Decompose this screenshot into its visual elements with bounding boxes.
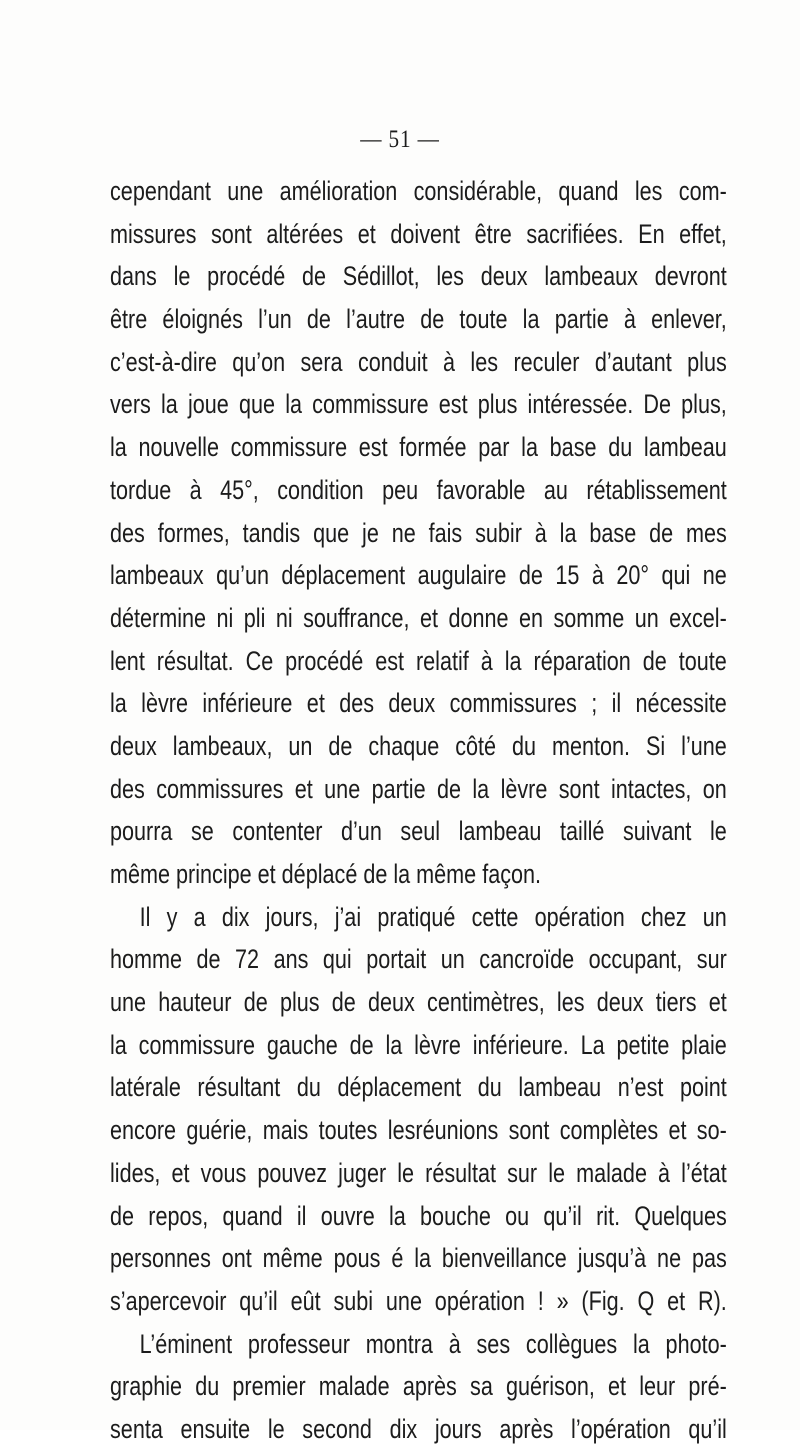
text-line: graphie du premier malade après sa guérison, et leur pré- <box>110 1371 727 1402</box>
text-line: missures sont altérées et doivent être sacrifiées. En effet, <box>110 218 727 249</box>
body-text <box>110 170 727 1451</box>
text-line: dans le procédé de Sédillot, les deux lambeaux devront <box>110 261 727 292</box>
text-line: lent résultat. Ce procédé est relatif à la réparation de toute <box>110 645 727 676</box>
paragraph-end-line: s’apercevoir qu’il eût subi une opération ! » (Fig. Q et R). <box>110 1285 727 1316</box>
text-line: détermine ni pli ni souffrance, et donne en somme un excel- <box>110 602 727 633</box>
text-line: la commissure gauche de la lèvre inférieure. La petite plaie <box>110 1029 727 1060</box>
text-line: être éloignés l’un de l’autre de toute la partie à enlever, <box>110 304 727 335</box>
paragraph-start-line: L’éminent professeur montra à ses collègues la photo- <box>139 1328 727 1359</box>
text-line: senta ensuite le second dix jours après l’opération qu’il <box>110 1413 727 1444</box>
text-line: homme de 72 ans qui portait un cancroïde occupant, sur <box>110 944 727 975</box>
text-line: personnes ont même pous é la bienveillance jusqu’à ne pas <box>110 1243 727 1274</box>
text-line: encore guérie, mais toutes lesréunions sont complètes et so- <box>110 1115 727 1146</box>
text-line: tordue à 45°, condition peu favorable au rétablissement <box>110 474 727 505</box>
paragraph-start-line: Il y a dix jours, j’ai pratiqué cette opération chez un <box>139 901 727 932</box>
text-line: deux lambeaux, un de chaque côté du menton. Si l’une <box>110 730 727 761</box>
page-number: — 51 — <box>360 126 440 153</box>
paragraph-end-line: même principe et déplacé de la même façon. <box>110 859 542 889</box>
text-line: de repos, quand il ouvre la bouche ou qu’il rit. Quelques <box>110 1200 727 1231</box>
text-line: cependant une amélioration considérable, quand les com- <box>110 176 727 206</box>
text-line: lides, et vous pouvez juger le résultat sur le malade à l’état <box>110 1157 727 1188</box>
text-line: des commissures et une partie de la lèvre sont intactes, on <box>110 773 727 804</box>
text-line: la nouvelle commissure est formée par la base du lambeau <box>110 432 727 463</box>
text-line: une hauteur de plus de deux centimètres, les deux tiers et <box>110 987 727 1018</box>
text-line: vers la joue que la commissure est plus intéressée. De plus, <box>110 389 727 420</box>
text-line: des formes, tandis que je ne fais subir à la base de mes <box>110 517 727 548</box>
text-line: latérale résultant du déplacement du lambeau n’est point <box>110 1072 727 1103</box>
text-line: c’est-à-dire qu’on sera conduit à les reculer d’autant plus <box>110 346 727 377</box>
text-line: pourra se contenter d’un seul lambeau taillé suivant le <box>110 816 727 847</box>
text-line: lambeaux qu’un déplacement augulaire de 15 à 20° qui ne <box>110 560 727 591</box>
text-line: la lèvre inférieure et des deux commissures ; il nécessite <box>110 688 727 719</box>
